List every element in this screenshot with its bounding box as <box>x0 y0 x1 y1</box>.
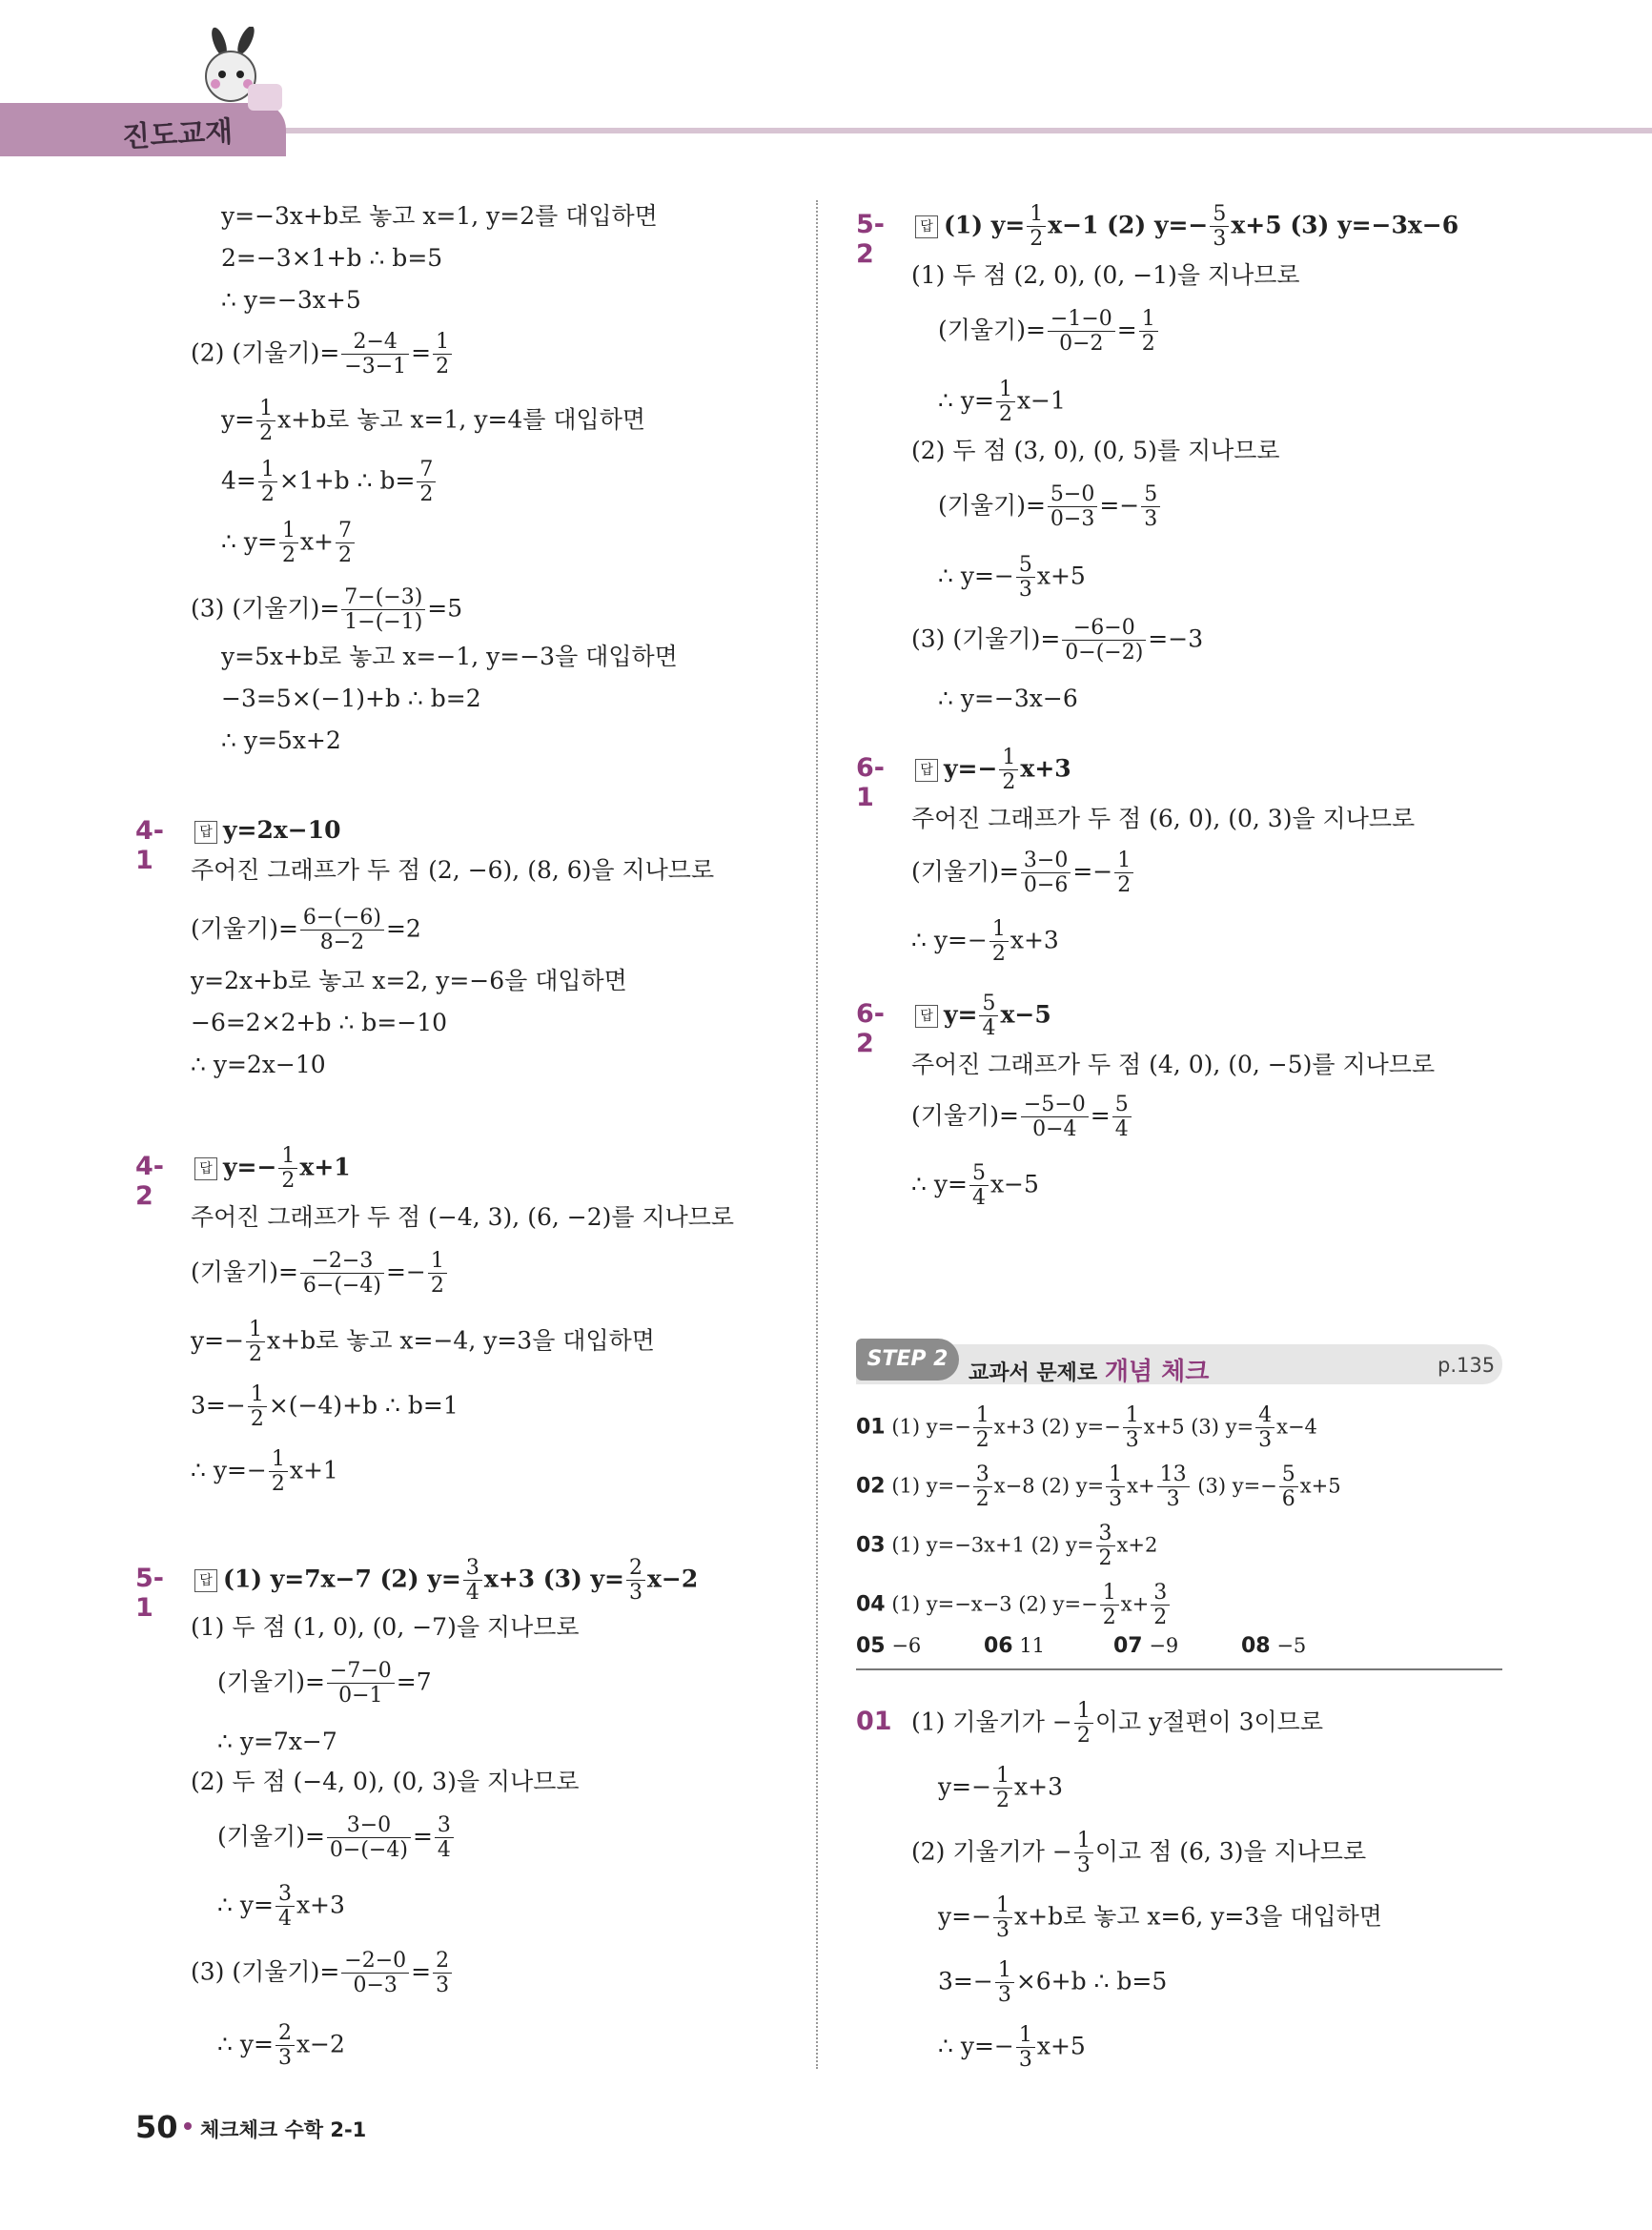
equation-line: (기울기)= $\frac{3-0}{0-(-4)}$ = $\frac{3}{4}$ <box>217 1813 456 1863</box>
equation-line: 4= $\frac{1}{2}$ ×1+b ∴ b= $\frac{7}{2}$ <box>221 458 438 507</box>
text-line: ∴ y=5x+2 <box>221 726 341 754</box>
equation-line: y=− $\frac{1}{2}$ x+3 <box>938 1764 1063 1813</box>
text-line: 2=−3×1+b ∴ b=5 <box>221 244 443 272</box>
equation-line: (기울기)= $\frac{3-0}{0-6}$ =− $\frac{1}{2}$ <box>911 849 1135 898</box>
problem-number: 5-2 <box>856 210 885 269</box>
problem-number: 4-2 <box>135 1152 164 1211</box>
book-title: 체크체크 수학 2-1 <box>200 2118 367 2141</box>
equation-line: (기울기)= $\frac{6-(-6)}{8-2}$ =2 <box>191 906 421 955</box>
equation-line: (기울기)= $\frac{-7-0}{0-1}$ =7 <box>217 1659 432 1708</box>
answer-line: 답 (1) y= $\frac{1}{2}$ x−1 (2) y=− $\frac{5}{3}$ x+5 (3) y=−3x−6 <box>915 202 1458 252</box>
text-line: (1) 두 점 (2, 0), (0, −1)을 지나므로 <box>911 261 1300 289</box>
step-page-ref: p.135 <box>1438 1354 1496 1377</box>
equation-line: ∴ y=− $\frac{5}{3}$ x+5 <box>938 553 1086 603</box>
text-line: (1) 두 점 (1, 0), (0, −7)을 지나므로 <box>191 1613 580 1641</box>
answer-mark-icon: 답 <box>194 1569 217 1592</box>
text-line: y=5x+b로 놓고 x=−1, y=−3을 대입하면 <box>221 643 678 670</box>
problem-number: 4-1 <box>135 816 164 875</box>
text-line: ∴ y=−3x+5 <box>221 286 361 314</box>
equation-line: (3) (기울기)= $\frac{-6-0}{0-(-2)}$ =−3 <box>911 616 1204 665</box>
text-line: 주어진 그래프가 두 점 (4, 0), (0, −5)를 지나므로 <box>911 1051 1436 1078</box>
equation-line: (기울기)= $\frac{-2-3}{6-(-4)}$ =− $\frac{1}{2}$ <box>191 1249 449 1299</box>
answer-mark-icon: 답 <box>194 1157 217 1180</box>
equation-line: ∴ y=− $\frac{1}{2}$ x+1 <box>191 1447 338 1497</box>
text-line: −3=5×(−1)+b ∴ b=2 <box>221 685 481 712</box>
answer-line: 답 (1) y=7x−7 (2) y= $\frac{3}{4}$ x+3 (3) y= $\frac{2}{3}$ x−2 <box>194 1556 698 1606</box>
equation-line: ∴ y= $\frac{1}{2}$ x−1 <box>938 378 1066 427</box>
problem-number: 01 <box>856 1707 892 1736</box>
text-line: (2) 두 점 (−4, 0), (0, 3)을 지나므로 <box>191 1768 580 1795</box>
answer-mark-icon: 답 <box>915 1005 938 1028</box>
text-line: ∴ y=7x−7 <box>217 1728 337 1755</box>
text-line: −6=2×2+b ∴ b=−10 <box>191 1009 448 1036</box>
text-line: (2) 두 점 (3, 0), (0, 5)를 지나므로 <box>911 437 1280 464</box>
answer-line: 답 y=2x−10 <box>194 818 341 844</box>
answer-row: 06 11 <box>984 1634 1046 1658</box>
footer-bullet-icon <box>184 2122 192 2130</box>
answer-row: 02 (1) y=− $\frac{3}{2}$ x−8 (2) y= $\frac{1}{3}$ x+ $\frac{13}{3}$ (3) y=− $\frac{5}{6}$ x+5 <box>856 1463 1341 1512</box>
answer-row: 05 −6 <box>856 1634 922 1658</box>
text-line: y=2x+b로 놓고 x=2, y=−6을 대입하면 <box>191 967 627 994</box>
step-badge: STEP 2 <box>856 1339 959 1381</box>
text-line: y=−3x+b로 놓고 x=1, y=2를 대입하면 <box>221 202 658 230</box>
text-line: 주어진 그래프가 두 점 (−4, 3), (6, −2)를 지나므로 <box>191 1203 735 1231</box>
problem-number: 6-1 <box>856 753 885 812</box>
answer-row: 07 −9 <box>1113 1634 1179 1658</box>
answer-mark-icon: 답 <box>915 215 938 238</box>
answer-row: 03 (1) y=−3x+1 (2) y= $\frac{3}{2}$ x+2 <box>856 1522 1158 1571</box>
text-line: 주어진 그래프가 두 점 (2, −6), (8, 6)을 지나므로 <box>191 856 715 884</box>
page-number: 50 <box>135 2109 178 2145</box>
fraction: $\frac{2-4}{-3-1}$ <box>341 330 409 379</box>
header-label: 진도교재 <box>121 114 234 155</box>
text-line: ∴ y=2x−10 <box>191 1051 326 1078</box>
answer-row: 04 (1) y=−x−3 (2) y=− $\frac{1}{2}$ x+ $\frac{3}{2}$ <box>856 1581 1172 1630</box>
problem-number: 5-1 <box>135 1564 164 1623</box>
step-title: 교과서 문제로 개념 체크 <box>969 1358 1210 1386</box>
equation-line: (기울기)= $\frac{-5-0}{0-4}$ = $\frac{5}{4}$ <box>911 1093 1133 1142</box>
answer-row: 01 (1) y=− $\frac{1}{2}$ x+3 (2) y=− $\frac{1}{3}$ x+5 (3) y= $\frac{4}{3}$ x−4 <box>856 1403 1317 1453</box>
equation-line: (1) 기울기가 − $\frac{1}{2}$ 이고 y절편이 3이므로 <box>911 1699 1323 1749</box>
text-line: ∴ y=−3x−6 <box>938 685 1078 712</box>
column-divider <box>816 200 818 2069</box>
answers-divider <box>856 1668 1502 1670</box>
equation-line: (2) (기울기)= $\frac{2-4}{-3-1}$ = $\frac{1}{2}$ <box>191 330 454 379</box>
text-line: 주어진 그래프가 두 점 (6, 0), (0, 3)을 지나므로 <box>911 805 1416 832</box>
answer-mark-icon: 답 <box>915 759 938 782</box>
rabbit-mascot-icon <box>191 27 286 113</box>
equation-line: y=− $\frac{1}{2}$ x+b로 놓고 x=−4, y=3을 대입하면 <box>191 1318 655 1367</box>
answer-line: 답 y=− $\frac{1}{2}$ x+3 <box>915 746 1071 795</box>
equation-line: y= $\frac{1}{2}$ x+b로 놓고 x=1, y=4를 대입하면 <box>221 397 645 446</box>
answer-row: 08 −5 <box>1241 1634 1307 1658</box>
equation-line: ∴ y= $\frac{2}{3}$ x−2 <box>217 2021 345 2071</box>
fraction: $\frac{1}{2}$ <box>433 330 452 379</box>
equation-line: (기울기)= $\frac{-1-0}{0-2}$ = $\frac{1}{2}$ <box>938 307 1160 357</box>
equation-line: (2) 기울기가 − $\frac{1}{3}$ 이고 점 (6, 3)을 지나므로 <box>911 1829 1367 1878</box>
equation-line: 3=− $\frac{1}{2}$ ×(−4)+b ∴ b=1 <box>191 1382 459 1432</box>
equation-line: y=− $\frac{1}{3}$ x+b로 놓고 x=6, y=3을 대입하면 <box>938 1893 1382 1943</box>
equation-line: (3) (기울기)= $\frac{7-(-3)}{1-(-1)}$ =5 <box>191 585 463 635</box>
answer-mark-icon: 답 <box>194 821 217 844</box>
equation-line: ∴ y= $\frac{1}{2}$ x+ $\frac{7}{2}$ <box>221 519 357 568</box>
equation-line: (3) (기울기)= $\frac{-2-0}{0-3}$ = $\frac{2}{3}$ <box>191 1949 454 1998</box>
answer-line: 답 y= $\frac{5}{4}$ x−5 <box>915 992 1051 1041</box>
problem-number: 6-2 <box>856 999 885 1058</box>
equation-line: ∴ y=− $\frac{1}{3}$ x+5 <box>938 2023 1086 2073</box>
header-rule <box>276 128 1652 133</box>
equation-line: ∴ y= $\frac{3}{4}$ x+3 <box>217 1882 345 1932</box>
equation-line: ∴ y=− $\frac{1}{2}$ x+3 <box>911 917 1059 967</box>
answer-line: 답 y=− $\frac{1}{2}$ x+1 <box>194 1144 351 1194</box>
equation-line: 3=− $\frac{1}{3}$ ×6+b ∴ b=5 <box>938 1958 1168 2008</box>
equation-line: ∴ y= $\frac{5}{4}$ x−5 <box>911 1161 1039 1211</box>
equation-line: (기울기)= $\frac{5-0}{0-3}$ =− $\frac{5}{3}$ <box>938 482 1162 532</box>
